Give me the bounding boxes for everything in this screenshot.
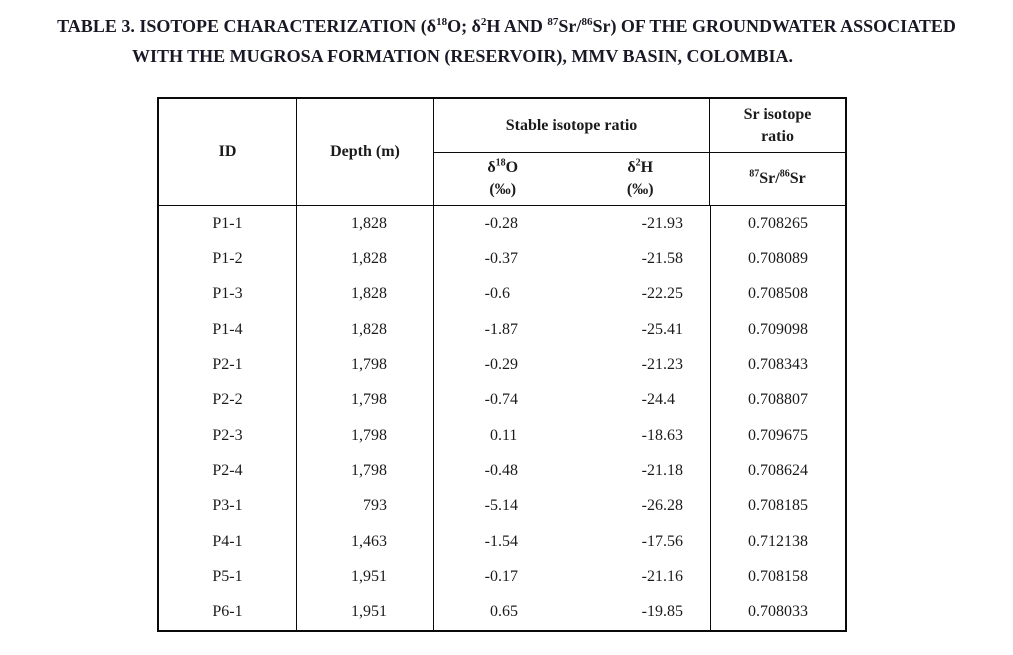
cell-stable-group	[434, 277, 711, 312]
header-id	[159, 99, 297, 205]
cell-depth: 1,951	[297, 559, 434, 594]
header-stable-group	[434, 99, 710, 205]
table-row	[159, 206, 845, 241]
cell-sr: 0.708508	[748, 285, 808, 303]
cell-d18o: -0 .74	[484, 391, 518, 409]
header-d2h	[572, 157, 710, 201]
cell-d18o: -5 .14	[484, 497, 518, 515]
cell-d18o: -0 .29	[484, 355, 518, 373]
header-stable-group-label: Stable isotope ratio	[434, 99, 709, 153]
cell-stable-group	[434, 383, 711, 418]
cell-d2h: -21 .18	[641, 461, 683, 479]
cell-d18o: -0 .28	[484, 214, 518, 232]
caption-line-2: WITH THE MUGROSA FORMATION (RESERVOIR), MMV BASIN, COLOMBIA.	[131, 46, 794, 66]
cell-id: P6-1	[159, 595, 297, 630]
cell-stable-group	[434, 559, 711, 594]
cell-depth: 793	[297, 489, 434, 524]
cell-depth: 1,951	[297, 595, 434, 630]
cell-d2h: -18 .63	[641, 426, 683, 444]
cell-stable-group	[434, 489, 711, 524]
cell-depth: 1,798	[297, 347, 434, 382]
cell-sr: 0.709675	[748, 426, 808, 444]
cell-id: P5-1	[159, 559, 297, 594]
table-row	[159, 559, 845, 594]
cell-stable-group	[434, 453, 711, 488]
isotope-table	[157, 97, 847, 632]
cell-d18o: -0 .48	[484, 461, 518, 479]
cell-stable-group	[434, 241, 711, 276]
cell-d2h: -21 .16	[641, 567, 683, 585]
cell-stable-group	[434, 206, 711, 241]
table-row	[159, 383, 845, 418]
cell-stable-group	[434, 524, 711, 559]
cell-depth: 1,798	[297, 418, 434, 453]
cell-d18o: -0 .37	[484, 249, 518, 267]
cell-sr: 0.712138	[748, 532, 808, 550]
cell-d18o: -0 .6	[484, 285, 510, 303]
header-sr-group-label: Sr isotope ratio	[743, 105, 812, 145]
cell-d18o: -1 .87	[484, 320, 518, 338]
header-depth	[297, 99, 434, 205]
header-d2h-symbol: $\delta^2H$	[627, 157, 654, 176]
cell-depth: 1,828	[297, 241, 434, 276]
header-stable-subrow	[434, 153, 709, 205]
cell-sr: 0.708158	[748, 567, 808, 585]
cell-d2h: -21 .58	[641, 249, 683, 267]
cell-depth: 1,798	[297, 383, 434, 418]
cell-d2h: -26 .28	[641, 497, 683, 515]
cell-depth: 1,828	[297, 277, 434, 312]
table-row	[159, 595, 845, 630]
header-sr-subrow	[710, 153, 845, 205]
cell-d2h: -22 .25	[641, 285, 683, 303]
cell-depth: 1,798	[297, 453, 434, 488]
cell-d2h: -17 .56	[641, 532, 683, 550]
cell-d18o: 0 .65	[490, 603, 518, 621]
cell-depth: 1,463	[297, 524, 434, 559]
cell-id: P2-2	[159, 383, 297, 418]
table-row	[159, 241, 845, 276]
cell-id: P4-1	[159, 524, 297, 559]
cell-id: P1-2	[159, 241, 297, 276]
cell-stable-group	[434, 312, 711, 347]
cell-d18o: 0 .11	[490, 426, 518, 444]
header-id-label: ID	[218, 143, 237, 160]
table-row	[159, 489, 845, 524]
cell-d2h: -21 .23	[641, 355, 683, 373]
cell-sr: 0.708343	[748, 355, 808, 373]
cell-sr: 0.709098	[748, 320, 808, 338]
caption-line-1: TABLE 3. ISOTOPE CHARACTERIZATION ($\delta^{18}O$; $\delta^2H$ AND $^{87}$Sr/$^{86}$Sr) OF THE GROUNDWATER ASSOCIATED	[57, 16, 956, 36]
cell-depth: 1,828	[297, 312, 434, 347]
table-caption	[0, 0, 1013, 71]
cell-depth: 1,828	[297, 206, 434, 241]
table-row	[159, 312, 845, 347]
header-d18o	[434, 157, 572, 201]
cell-d18o: -1 .54	[484, 532, 518, 550]
table-row	[159, 524, 845, 559]
header-d2h-unit: (‰)	[626, 181, 654, 198]
cell-stable-group	[434, 347, 711, 382]
cell-id: P3-1	[159, 489, 297, 524]
header-depth-label: Depth (m)	[330, 143, 400, 160]
table-row	[159, 418, 845, 453]
cell-sr: 0.708033	[748, 603, 808, 621]
cell-sr: 0.708089	[748, 249, 808, 267]
cell-stable-group	[434, 595, 711, 630]
cell-sr: 0.708265	[748, 214, 808, 232]
header-sr-ratio: $^{87}$Sr/$^{86}$Sr	[749, 168, 806, 187]
cell-id: P2-3	[159, 418, 297, 453]
table-body	[159, 206, 845, 630]
table-row	[159, 277, 845, 312]
header-sr-group	[710, 99, 845, 205]
cell-d2h: -19 .85	[641, 603, 683, 621]
table-row	[159, 453, 845, 488]
cell-d2h: -24 .4	[641, 391, 675, 409]
table-row	[159, 347, 845, 382]
cell-id: P2-4	[159, 453, 297, 488]
cell-d18o: -0 .17	[484, 567, 518, 585]
header-d18o-unit: (‰)	[489, 181, 517, 198]
header-d18o-symbol: $\delta^{18}O$	[487, 157, 519, 176]
cell-id: P1-4	[159, 312, 297, 347]
cell-sr: 0.708185	[748, 497, 808, 515]
cell-d2h: -21 .93	[641, 214, 683, 232]
table-header	[159, 99, 845, 206]
cell-id: P1-1	[159, 206, 297, 241]
cell-id: P1-3	[159, 277, 297, 312]
header-sr-group-label-cell	[710, 99, 845, 153]
cell-sr: 0.708624	[748, 461, 808, 479]
cell-id: P2-1	[159, 347, 297, 382]
cell-stable-group	[434, 418, 711, 453]
cell-d2h: -25 .41	[641, 320, 683, 338]
cell-sr: 0.708807	[748, 391, 808, 409]
